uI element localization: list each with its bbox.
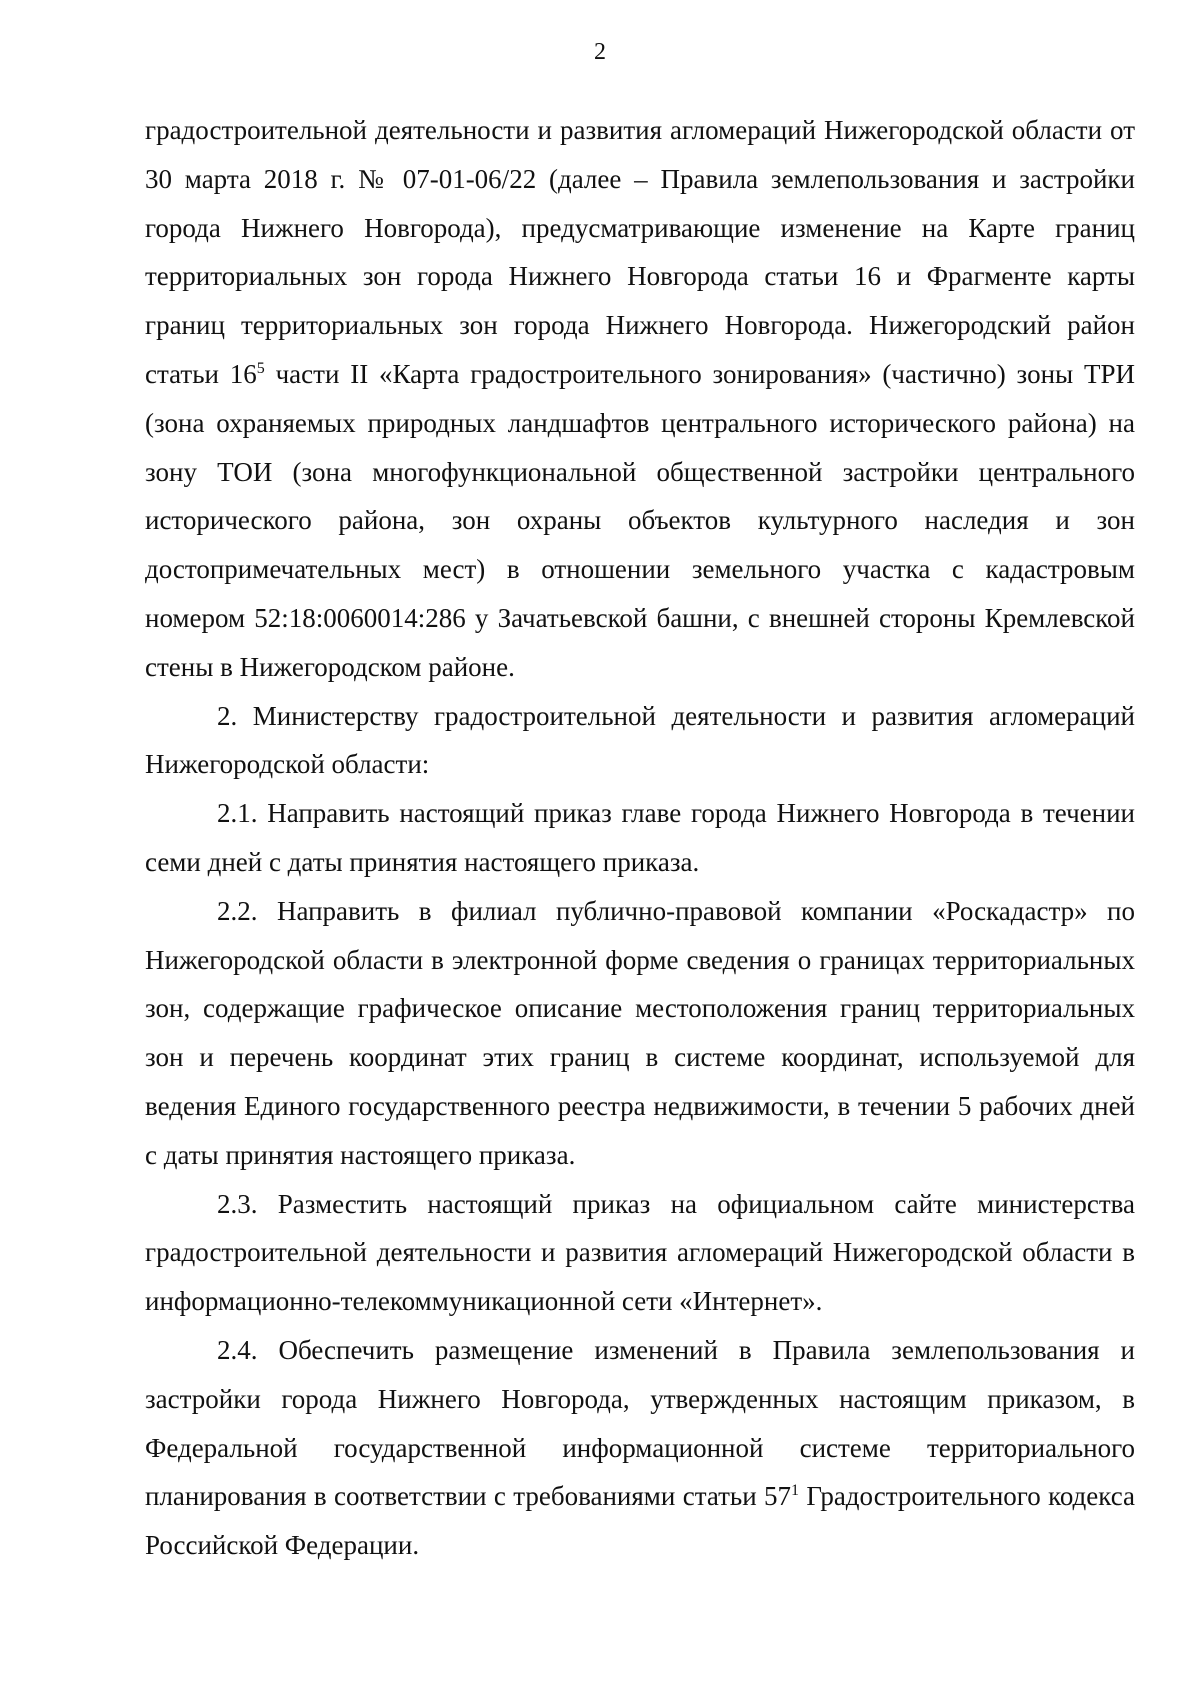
superscript: 5 [256, 359, 265, 377]
paragraph-text: градостроительной деятельности и развития агломераций Нижегородской области от 30 марта 2018 г. № 07-01-06/22 (далее – Правила землепользования и застройки города Нижнего Новгорода), предусматривающие изменение на Карте границ территориальных зон города Нижнего Новгорода статьи 16 и Фрагменте карты границ территориальных зон города Нижнего Новгорода. Нижегородский район статьи 16 [145, 115, 1135, 389]
paragraph-continuation [145, 106, 1135, 692]
paragraph-item-2: 2. Министерству градостроительной деятельности и развития агломераций Нижегородской области: [145, 700, 1135, 780]
superscript: 1 [791, 1482, 800, 1500]
paragraph-text: части II «Карта градостроительного зонирования» (частично) зоны ТРИ (зона охраняемых природных ландшафтов центрального исторического района) на зону ТОИ (зона многофункциональной общественной застройки центрального исторического района, зон охраны объектов культурного наследия и зон достопримечательных мест) в отношении земельного участка с кадастровым номером 52:18:0060014:286 у Зачатьевской башни, с внешней стороны Кремлевской стены в Нижегородском районе. [145, 358, 1135, 682]
paragraph-text: Градостроительного кодекса Российской Федерации. [145, 1481, 1135, 1561]
paragraph-item-2-2: 2.2. Направить в филиал публично-правовой компании «Роскадастр» по Нижегородской области в электронной форме сведения о границах территориальных зон, содержащие графическое описание местоположения границ территориальных зон и перечень координат этих границ в системе координат, используемой для ведения Единого государственного реестра недвижимости, в течении 5 рабочих дней с даты принятия настоящего приказа. [145, 895, 1135, 1170]
paragraph-item-2-4 [145, 1326, 1135, 1570]
document-body [145, 106, 1135, 1570]
paragraph-text: 2.4. Обеспечить размещение изменений в Правила землепользования и застройки города Нижнего Новгорода, утвержденных настоящим приказом, в Федеральной государственной информационной системе территориального планирования в соответствии с требованиями статьи 57 [145, 1334, 1135, 1512]
page-number: 2 [594, 39, 606, 65]
paragraph-item-2-3: 2.3. Разместить настоящий приказ на официальном сайте министерства градостроительной деятельности и развития агломераций Нижегородской области в информационно-телекоммуникационной сети «Интернет». [145, 1188, 1135, 1317]
paragraph-item-2-1: 2.1. Направить настоящий приказ главе города Нижнего Новгорода в течении семи дней с даты принятия настоящего приказа. [145, 798, 1135, 877]
